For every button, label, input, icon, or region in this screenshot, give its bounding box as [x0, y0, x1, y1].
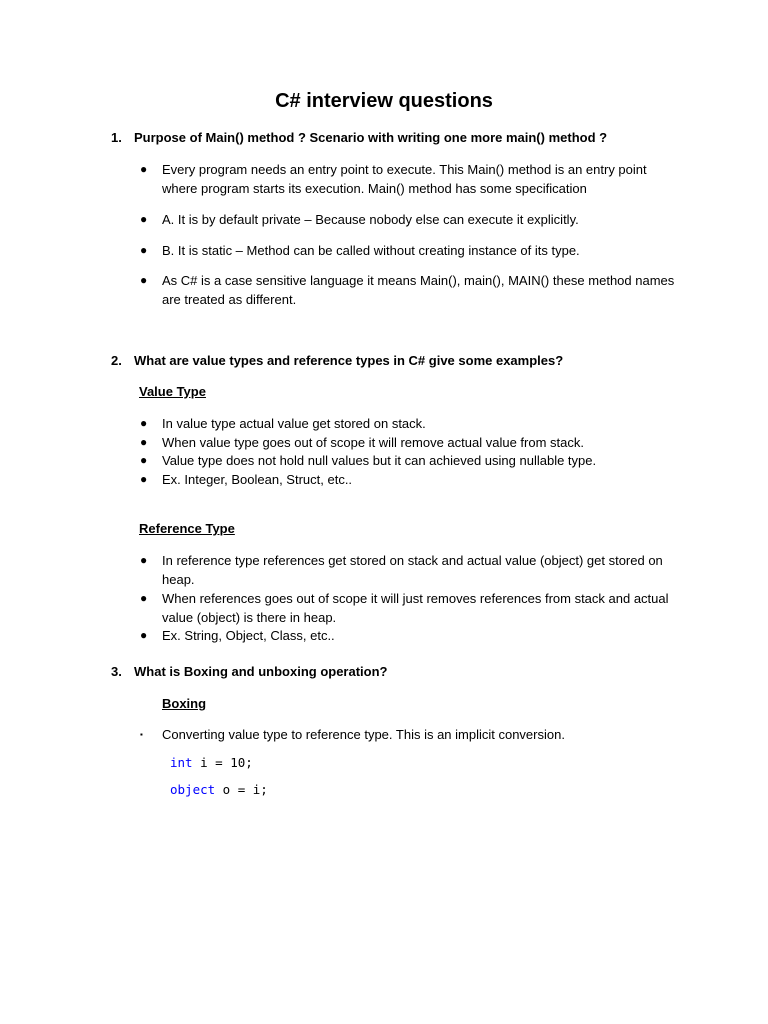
bullet-icon: ● [140, 453, 148, 467]
question-text: What is Boxing and unboxing operation? [134, 664, 388, 679]
bullet-icon: ● [140, 591, 148, 605]
question-text: Purpose of Main() method ? Scenario with writing one more main() method ? [134, 130, 608, 145]
bullet-icon: ● [140, 273, 148, 287]
list-item [140, 451, 682, 470]
bullet-text: As C# is a case sensitive language it means Main(), main(), MAIN() these method names are treated as different. [162, 273, 675, 307]
bullet-text: Ex. Integer, Boolean, Struct, etc.. [162, 472, 353, 487]
bullet-icon: ● [140, 553, 148, 567]
bullet-text: In value type actual value get stored on stack. [162, 416, 426, 431]
question-number: 2. [111, 353, 122, 368]
bullet-icon: ● [140, 435, 148, 449]
code-keyword: int [170, 755, 193, 770]
question-1 [111, 129, 607, 147]
question-text: What are value types and reference types in C# give some examples? [134, 353, 564, 368]
bullet-icon: ● [140, 212, 148, 226]
list-item [140, 589, 682, 627]
bullet-icon: ● [140, 162, 148, 176]
code-line [170, 781, 268, 799]
bullet-text: When references goes out of scope it will just removes references from stack and actual value (object) is there in heap. [162, 591, 669, 625]
list-item [140, 241, 682, 260]
page-title: C# interview questions [275, 90, 493, 112]
bullet-text: B. It is static – Method can be called without creating instance of its type. [162, 243, 580, 258]
bullet-icon: ● [140, 472, 148, 486]
list-item [140, 470, 682, 489]
bullet-icon: ● [140, 416, 148, 430]
code-line [170, 754, 253, 772]
list-item [140, 414, 682, 433]
bullet-text: Every program needs an entry point to execute. This Main() method is an entry point where program starts its execution. Main() method has some specification [162, 162, 647, 196]
code-keyword: object [170, 782, 216, 797]
bullet-icon: ● [140, 628, 148, 642]
question-2 [111, 352, 563, 370]
list-item [140, 271, 682, 309]
bullet-text: Value type does not hold null values but it can achieved using nullable type. [162, 453, 597, 468]
bullet-text: A. It is by default private – Because nobody else can execute it explicitly. [162, 212, 579, 227]
bullet-text: In reference type references get stored on stack and actual value (object) get stored on heap. [162, 553, 663, 587]
bullet-icon: ● [140, 243, 148, 257]
question-number: 3. [111, 664, 122, 679]
question-3 [111, 663, 388, 681]
bullet-text: Ex. String, Object, Class, etc.. [162, 628, 335, 643]
code-rest: i = 10; [192, 755, 253, 770]
section-heading-reference-type: Reference Type [139, 521, 235, 536]
list-item [140, 210, 682, 229]
list-item [140, 551, 682, 589]
bullet-text: When value type goes out of scope it will remove actual value from stack. [162, 435, 584, 450]
bullet-text: Converting value type to reference type. This is an implicit conversion. [162, 727, 565, 742]
question-number: 1. [111, 130, 122, 145]
list-item [140, 725, 682, 744]
section-heading-value-type: Value Type [139, 384, 206, 399]
list-item [140, 160, 682, 198]
code-rest: o = i; [215, 782, 268, 797]
section-heading-boxing: Boxing [162, 696, 207, 711]
list-item [140, 626, 682, 645]
list-item [140, 433, 682, 452]
bullet-icon: ▪ [140, 730, 143, 739]
